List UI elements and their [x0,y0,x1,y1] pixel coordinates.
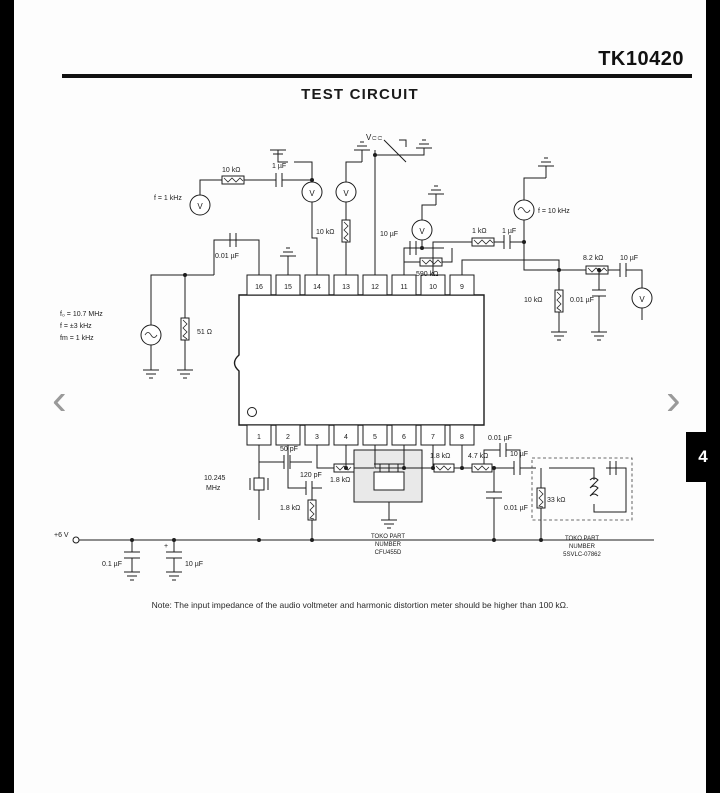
voltmeter-v1-label: V [197,202,203,211]
resistor-1k-label: 1 kΩ [472,228,487,235]
capacitor-120pf-symbol [306,481,322,495]
pin-label-1: 1 [257,434,261,441]
resistor-18k-c-label: 1.8 kΩ [430,453,451,460]
coil-caption-line-2: NUMBER [568,544,596,550]
pin13-branch [316,142,370,275]
source-spec-line-3: fm = 1 kHz [60,335,94,342]
capacitor-001uf-c-label: 0.01 µF [488,435,512,442]
capacitor-10uf-d-symbol [164,540,182,580]
crystal-10245mhz-label-1: 10.245 [204,475,226,482]
filter-caption-line-2: NUMBER [374,542,402,548]
pin-label-15: 15 [284,284,292,291]
pin-label-6: 6 [402,434,406,441]
vcc-label: V𝚌𝚌 [366,133,383,142]
filter-caption-line-1: TOKO PART [370,534,406,540]
pin-label-4: 4 [344,434,348,441]
audio-generator-10khz-label: f = 10 kHz [538,208,570,215]
capacitor-10uf-d-label: 10 µF [185,561,204,568]
source-spec-line-2: f = ±3 kHz [60,323,92,330]
filter-caption-line-3: CFU455D [374,550,402,556]
footnote: Note: The input impedance of the audio voltmeter and harmonic distortion meter should be higher than 100 kΩ. [151,600,569,610]
capacitor-001uf-b-symbol [591,270,607,340]
capacitor-10uf-b-symbol [608,263,626,277]
pin-label-7: 7 [431,434,435,441]
pin-label-8: 8 [460,434,464,441]
section-title: TEST CIRCUIT [301,86,419,103]
svg-text:+: + [164,543,169,550]
voltmeter-v3-label: V [343,189,349,198]
pin-label-13: 13 [342,284,350,291]
resistor-47k-label: 4.7 kΩ [468,453,489,460]
pin11-branch [380,186,452,278]
capacitor-001uf-d-label: 0.01 µF [504,505,528,512]
crystal-10245mhz-symbol [250,478,268,490]
coil-caption-line-1: TOKO PART [564,536,600,542]
resistor-10k-b-label: 10 kΩ [316,229,335,236]
pin-label-2: 2 [286,434,290,441]
ic-bottom-pins [247,425,474,445]
bottom-network [54,435,654,580]
capacitor-50pf-label: 50 pF [280,446,298,453]
pin-label-5: 5 [373,434,377,441]
coil-caption-line-3: 5SVLC-07862 [563,552,601,558]
voltmeter-v5-label: V [639,295,645,304]
capacitor-01uf-label: 0.1 µF [102,561,122,568]
source-spec-line-1: f₀ = 10.7 MHz [60,311,103,318]
voltmeter-v2-label: V [309,189,315,198]
resistor-51-label: 51 Ω [197,329,212,336]
capacitor-10uf-c-symbol [514,461,536,475]
source-spec-block [60,311,103,342]
coil-block-symbol [549,461,626,512]
header-rule [62,74,692,78]
capacitor-10uf-c-label: 10 µF [510,451,529,458]
voltmeter-v4-label: V [419,227,425,236]
resistor-10k-c-label: 10 kΩ [524,297,543,304]
capacitor-001uf-a-symbol [214,233,259,247]
section-tab-number: 4 [698,447,708,466]
test-circuit-schematic [54,120,674,620]
pin-label-12: 12 [371,284,379,291]
pin-label-16: 16 [255,284,263,291]
capacitor-120pf-label: 120 pF [300,472,322,479]
pin-label-14: 14 [313,284,321,291]
left-black-gutter [0,0,14,793]
pin-label-10: 10 [429,284,437,291]
capacitor-1uf-a-label: 1 µF [272,163,287,170]
prev-page-chevron-icon[interactable]: ‹ [52,375,67,424]
crystal-10245mhz-label-2: MHz [206,485,221,492]
resistor-82k-label: 8.2 kΩ [583,255,604,262]
audio-generator-1khz-label: f = 1 kHz [154,195,182,202]
supply-label: +6 V [54,532,69,539]
coil-block-caption [563,536,601,558]
capacitor-001uf-d-symbol [486,468,502,520]
pin-label-3: 3 [315,434,319,441]
page-surface [14,0,706,793]
capacitor-1uf-b-symbol [494,235,510,249]
resistor-590k-label: 590 kΩ [416,271,439,278]
pin-label-9: 9 [460,284,464,291]
resistor-10k-a-label: 10 kΩ [222,167,241,174]
capacitor-001uf-b-label: 0.01 µF [570,297,594,304]
section-tab-marker [686,432,720,482]
resistor-33k-label: 33 kΩ [547,497,566,504]
pin-label-11: 11 [400,284,408,291]
capacitor-10uf-a-label: 10 µF [380,231,399,238]
ceramic-filter-caption [371,534,405,556]
right-black-gutter [706,0,720,793]
capacitor-001uf-a-label: 0.01 µF [215,253,239,260]
capacitor-1uf-b-label: 1 µF [502,228,517,235]
capacitor-01uf-symbol [124,540,140,580]
page-title: TK10420 [598,48,684,70]
resistor-18k-a-label: 1.8 kΩ [280,505,301,512]
datasheet-page [14,0,706,793]
vcc-branch [366,133,432,275]
ic-top-pins [247,275,474,295]
capacitor-10uf-b-label: 10 µF [620,255,639,262]
resistor-18k-b-label: 1.8 kΩ [330,477,351,484]
next-page-chevron-icon[interactable]: › [666,375,681,424]
